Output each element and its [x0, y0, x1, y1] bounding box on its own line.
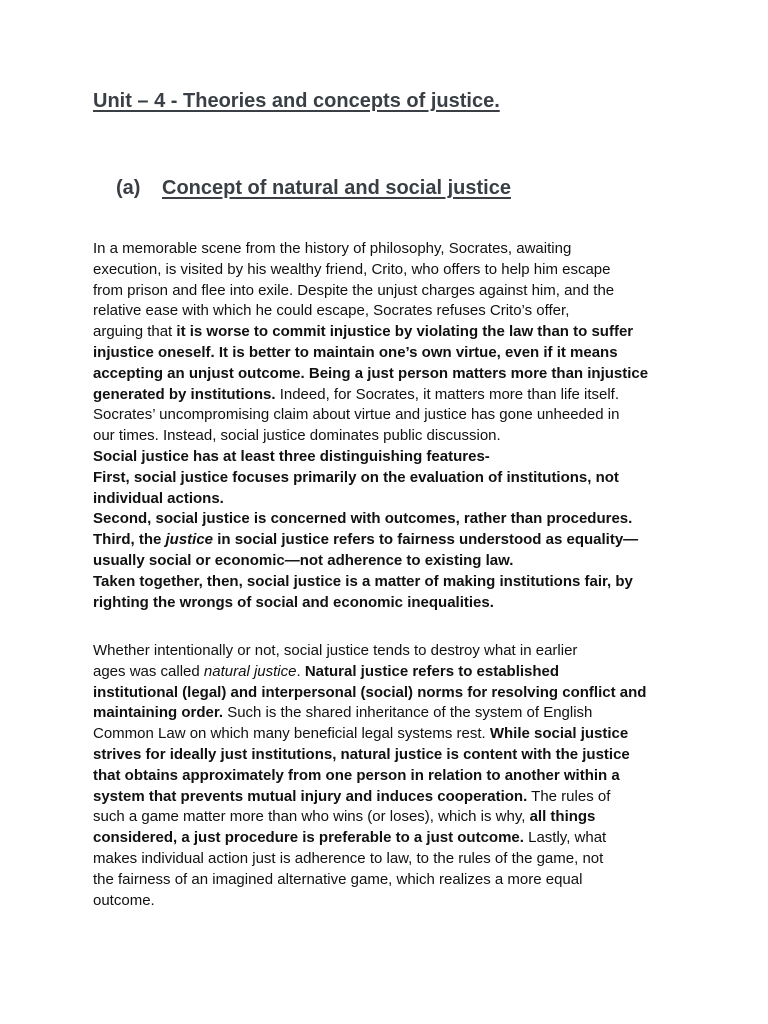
text-run: natural justice: [203, 662, 297, 680]
text-line: [93, 641, 683, 662]
text-run: relative ease with which he could escape, Socrates refuses Crito’s offer,: [93, 302, 570, 320]
text-line: [93, 662, 683, 683]
text-line: [93, 572, 683, 593]
text-line: [93, 260, 683, 281]
text-line: [93, 426, 683, 447]
text-run: considered, a just procedure is preferable to a just outcome.: [93, 829, 524, 847]
text-line: [93, 807, 683, 828]
text-line: [93, 849, 683, 870]
text-run: Lastly, what: [523, 829, 607, 847]
text-line: [93, 593, 683, 614]
text-run: Taken together, then, social justice is a matter of making institutions fair, by: [93, 572, 633, 590]
text-run: .: [296, 662, 305, 680]
text-run: all things: [529, 808, 596, 826]
text-run: Third, the: [93, 531, 166, 549]
text-run: First, social justice focuses primarily on the evaluation of institutions, not: [93, 468, 619, 486]
text-run: usually social or economic—not adherence to existing law.: [93, 551, 514, 569]
text-run: strives for ideally just institutions, natural justice is content with the justice: [93, 745, 630, 763]
text-run: Socrates’ uncompromising claim about virtue and justice has gone unheeded in: [93, 406, 620, 424]
text-run: Common Law on which many beneficial legal systems rest.: [93, 725, 490, 743]
text-line: [93, 343, 683, 364]
text-run: While social justice: [489, 725, 629, 743]
text-run: injustice oneself. It is better to maintain one’s own virtue, even if it means: [93, 343, 618, 361]
text-line: [93, 509, 683, 530]
text-line: [93, 891, 683, 912]
text-run: such a game matter more than who wins (or loses), which is why,: [93, 808, 530, 826]
text-run: in social justice refers to fairness understood as equality—: [213, 531, 639, 549]
text-line: [93, 787, 683, 808]
text-run: institutional (legal) and interpersonal (social) norms for resolving conflict and: [93, 683, 647, 701]
text-line: [93, 447, 683, 468]
text-run: In a memorable scene from the history of philosophy, Socrates, awaiting: [93, 240, 572, 257]
text-run: outcome.: [93, 891, 155, 909]
text-line: [93, 468, 683, 489]
text-line: [93, 870, 683, 891]
text-line: [93, 322, 683, 343]
section-title: Concept of natural and social justice: [162, 177, 511, 199]
text-line: [93, 301, 683, 322]
unit-title: Unit – 4 - Theories and concepts of justice.: [93, 90, 500, 112]
text-run: ages was called: [93, 662, 204, 680]
text-run: the fairness of an imagined alternative game, which realizes a more equal: [93, 870, 583, 888]
text-run: maintaining order.: [93, 704, 224, 722]
text-run: Such is the shared inheritance of the system of English: [223, 704, 593, 722]
text-run: makes individual action just is adherence to law, to the rules of the game, not: [93, 849, 604, 867]
text-run: it is worse to commit injustice by violating the law than to suffer: [176, 323, 634, 341]
text-line: [93, 239, 683, 260]
text-line: [93, 405, 683, 426]
section-heading: [116, 177, 511, 200]
text-line: [93, 724, 683, 745]
text-run: our times. Instead, social justice dominates public discussion.: [93, 427, 501, 445]
text-run: Social justice has at least three distinguishing features-: [93, 447, 490, 465]
paragraph-natural-justice: [93, 641, 683, 911]
text-run: righting the wrongs of social and economic inequalities.: [93, 593, 494, 611]
text-line: [93, 530, 683, 551]
text-run: execution, is visited by his wealthy friend, Crito, who offers to help him escape: [93, 260, 611, 278]
text-line: [93, 828, 683, 849]
text-run: that obtains approximately from one person in relation to another within a: [93, 766, 620, 784]
text-line: [93, 489, 683, 510]
text-run: system that prevents mutual injury and induces cooperation.: [93, 787, 528, 805]
text-line: [93, 551, 683, 572]
text-line: [93, 745, 683, 766]
text-line: [93, 766, 683, 787]
text-line: [93, 385, 683, 406]
text-run: arguing that: [93, 323, 177, 341]
text-line: [93, 281, 683, 302]
text-run: Whether intentionally or not, social justice tends to destroy what in earlier: [93, 642, 578, 659]
text-line: [93, 364, 683, 385]
text-line: [93, 683, 683, 704]
section-marker: (a): [116, 177, 141, 199]
text-run: Second, social justice is concerned with outcomes, rather than procedures.: [93, 510, 633, 528]
text-run: generated by institutions.: [93, 385, 276, 403]
paragraph-social-justice: [93, 239, 683, 613]
text-run: Indeed, for Socrates, it matters more than life itself.: [275, 385, 620, 403]
text-run: Natural justice refers to established: [304, 662, 560, 680]
text-run: from prison and flee into exile. Despite the unjust charges against him, and the: [93, 281, 615, 299]
text-line: [93, 703, 683, 724]
text-run: justice: [165, 531, 214, 549]
text-run: accepting an unjust outcome. Being a just person matters more than injustice: [93, 364, 649, 382]
text-run: The rules of: [527, 787, 611, 805]
text-run: individual actions.: [93, 489, 224, 507]
